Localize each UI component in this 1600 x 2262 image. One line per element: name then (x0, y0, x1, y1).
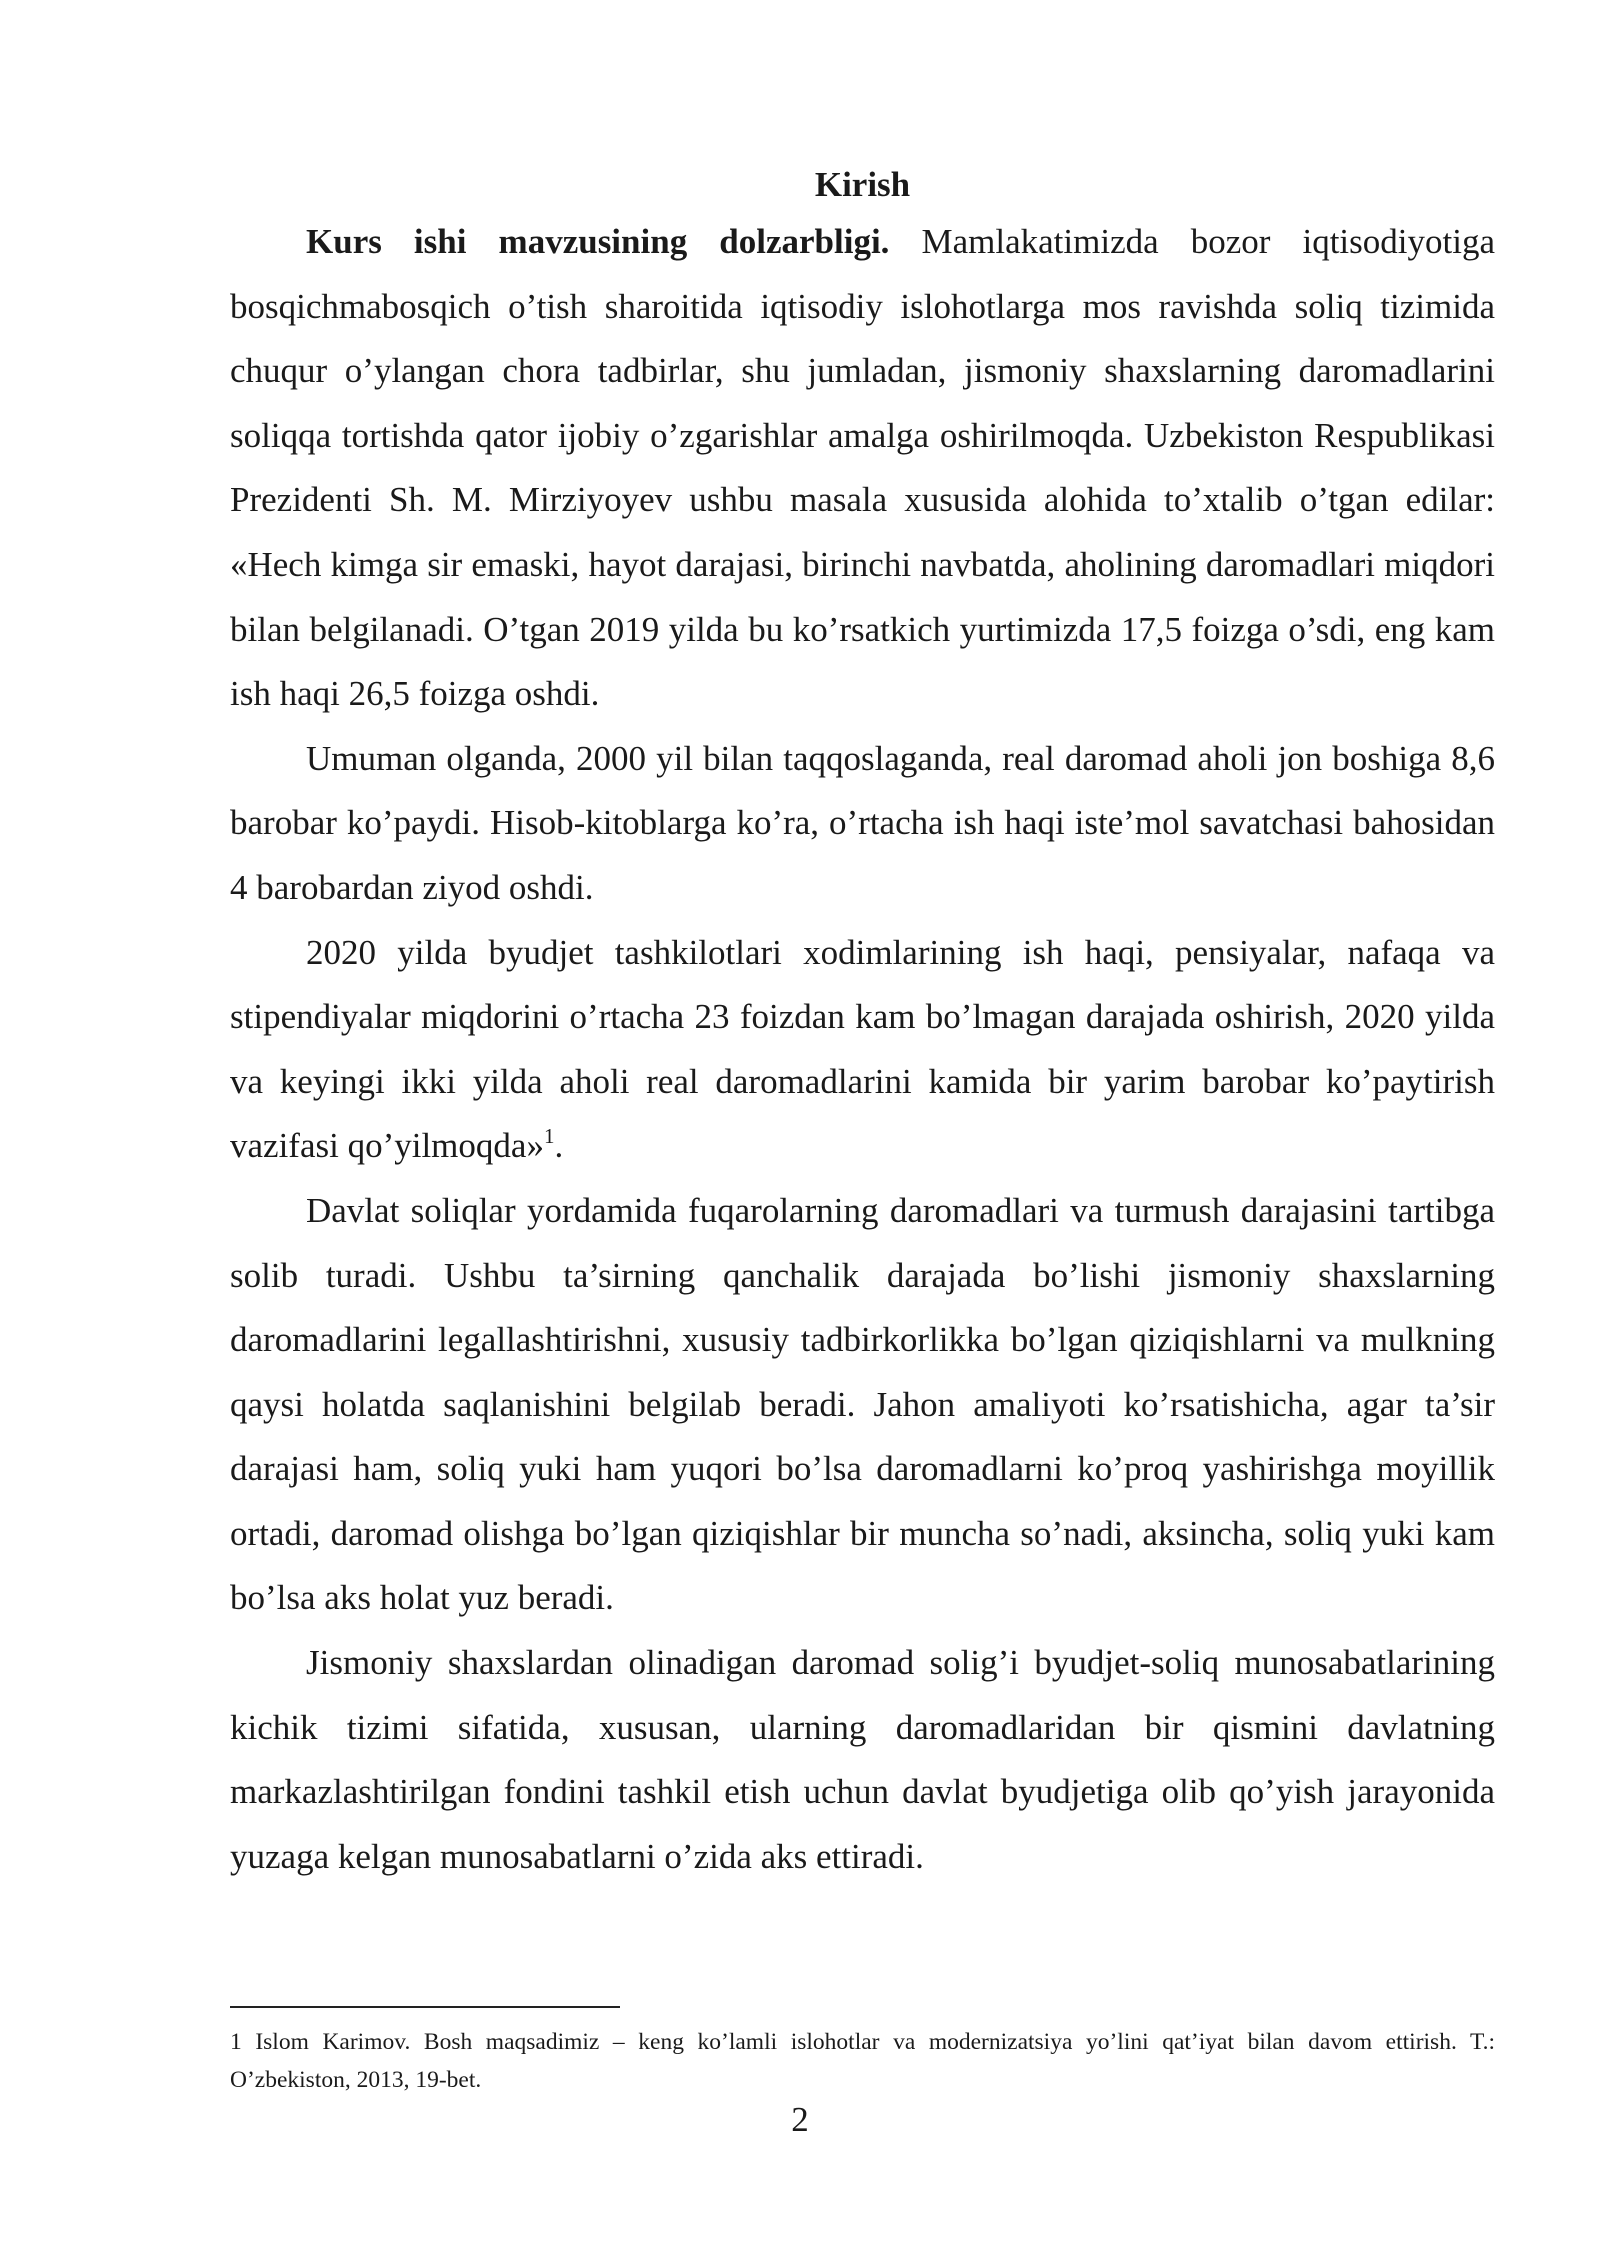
paragraph-wage-increase (230, 921, 1495, 1179)
paragraph-text: Umuman olganda, 2000 yil bilan taqqoslaganda, real daromad aholi jon boshiga 8,6 barobar ko’paydi. Hisob-kitoblarga ko’ra, o’rtacha ish haqi iste’mol savatchasi bahosidan 4 barobardan ziyod oshdi. (230, 738, 1495, 907)
page-number: 2 (791, 2100, 809, 2139)
paragraph-text: 2020 yilda byudjet tashkilotlari xodimlarining ish haqi, pensiyalar, nafaqa va stipendiyalar miqdorini o’rtacha 23 foizdan kam bo’lmagan darajada oshirish, 2020 yilda va keyingi ikki yilda aholi real daromadlarini kamida bir yarim barobar ko’paytirish vazifasi qo’yilmoqda» (230, 932, 1495, 1166)
paragraph-tax-regulation (230, 1179, 1495, 1631)
paragraph-tail: . (554, 1126, 564, 1166)
footnote: 1 Islom Karimov. Bosh maqsadimiz – keng ko’lamli islohotlar va modernizatsiya yo’lini qat’iyat bilan davom ettirish. T.: O’zbekiston, 2013, 19-bet. (230, 2029, 1495, 2093)
section-title: Kirish (814, 165, 911, 204)
paragraph-text: Davlat soliqlar yordamida fuqarolarning daromadlari va turmush darajasini tartibga solib turadi. Ushbu ta’sirning qanchalik darajada bo’lishi jismoniy shaxslarning daromadlarini legallashtirishni, xususiy tadbirkorlikka bo’lgan qiziqishlarni va mulkning qaysi holatda saqlanishini belgilab beradi. Jahon amaliyoti ko’rsatishicha, agar ta’sir darajasi ham, soliq yuki ham yuqori bo’lsa daromadlarni ko’proq yashirishga moyillik ortadi, daromad olishga bo’lgan qiziqishlar bir muncha so’nadi, aksincha, soliq yuki kam bo’lsa aks holat yuz beradi. (230, 1190, 1495, 1618)
paragraph-lead: Kurs ishi mavzusining dolzarbligi. (306, 222, 890, 261)
footnote-reference[interactable]: 1 (543, 1124, 555, 1149)
paragraph-relevance (230, 210, 1495, 727)
paragraph-text: Jismoniy shaxslardan olinadigan daromad solig’i byudjet-soliq munosabatlarining kichik tizimi sifatida, xususan, ularning daromadlaridan bir qismini davlatning markazlashtirilgan fondini tashkil etish uchun davlat byudjetiga olib qo’yish jarayonida yuzaga kelgan munosabatlarni o’zida aks ettiradi. (230, 1643, 1495, 1876)
document-body (230, 160, 1495, 1889)
footnote-separator (230, 2006, 620, 2008)
paragraph-text: Mamlakatimizda bozor iqtisodiyotiga bosqichmabosqich o’tish sharoitida iqtisodiy islohotlarga mos ravishda soliq tizimida chuqur o’ylangan chora tadbirlar, shu jumladan, jismoniy shaxslarning daromadlarini soliqqa tortishda qator ijobiy o’zgarishlar amalga oshirilmoqda. Uzbekiston Respublikasi Prezidenti Sh. M. Mirziyoyev ushbu masala xususida alohida to’xtalib o’tgan edilar: «Hech kimga sir emaski, hayot darajasi, birinchi navbatda, aholining daromadlari miqdori bilan belgilanadi. O’tgan 2019 yilda bu ko’rsatkich yurtimizda 17,5 foizga o’sdi, eng kam ish haqi 26,5 foizga oshdi. (230, 222, 1495, 714)
paragraph-income-tax (230, 1631, 1495, 1889)
paragraph-income-growth (230, 727, 1495, 921)
